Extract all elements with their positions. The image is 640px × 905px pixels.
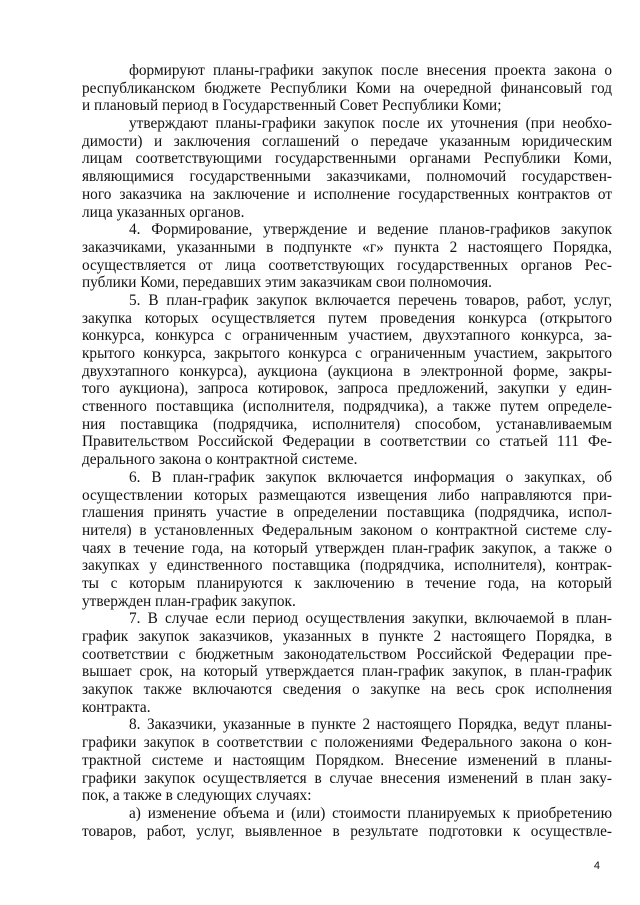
- text-line: вышает срок, на который утверждается план-график закупок, в план-график: [82, 663, 612, 681]
- text-line: утверждают планы-графики закупок после их уточнения (при необхо-: [129, 115, 612, 133]
- text-line: ственного поставщика (исполнителя, подрядчика), а также путем определе-: [82, 398, 612, 416]
- text-line: график закупок заказчиков, указанных в пункте 2 настоящего Порядка, в: [82, 628, 612, 645]
- text-line: заказчиками, указанными в подпункте «г» пункта 2 настоящего Порядка,: [82, 238, 612, 256]
- text-line: 8. Заказчики, указанные в пункте 2 настоящего Порядка, ведут планы-: [129, 716, 612, 734]
- text-line: товаров, работ, услуг, выявленное в результате подготовки к осуществле-: [82, 822, 612, 840]
- text-line: контракта.: [82, 698, 151, 716]
- text-line: 4. Формирование, утверждение и ведение планов-графиков закупок: [129, 221, 612, 239]
- text-line: 6. В план-график закупок включается информация о закупках, об: [129, 468, 612, 486]
- document-body: [82, 62, 612, 840]
- text-line: Правительством Российской Федерации в соответствии со статьей 111 Фе-: [82, 433, 612, 451]
- text-line: пок, а также в следующих случаях:: [82, 787, 312, 805]
- text-line: чаях в течение года, на который утвержден план-график закупок, а также о: [82, 539, 612, 557]
- text-line: графики закупок в соответствии с положениями Федерального закона о кон-: [82, 734, 612, 752]
- text-line: лица указанных органов.: [82, 203, 245, 221]
- text-line: формируют планы-графики закупок после внесения проекта закона о: [129, 62, 612, 79]
- text-line: публики Коми, передавших этим заказчикам свои полномочия.: [82, 274, 492, 292]
- text-line: ния поставщика (подрядчика, исполнителя) способом, устанавливаемым: [82, 415, 612, 433]
- text-line: закупках у единственного поставщика (подрядчика, исполнителя), контрак-: [82, 557, 612, 575]
- text-line: соответствии с бюджетным законодательством Российской Федерации пре-: [82, 645, 612, 663]
- text-line: являющимися государственными заказчиками, полномочий государствен-: [82, 168, 612, 186]
- text-line: 7. В случае если период осуществления закупки, включаемой в план-: [129, 610, 612, 628]
- text-line: конкурса, конкурса с ограниченным участием, двухэтапного конкурса, за-: [82, 327, 612, 345]
- text-line: глашения принять участие в определении поставщика (подрядчика, испол-: [82, 504, 612, 522]
- text-line: а) изменение объема и (или) стоимости планируемых к приобретению: [129, 804, 612, 822]
- text-line: закупок также включаются сведения о закупке на весь срок исполнения: [82, 681, 612, 699]
- text-line: димости) и заключения соглашений о передаче указанным юридическим: [82, 132, 612, 150]
- page-number: 4: [593, 860, 600, 872]
- text-line: осуществлении которых размещаются извещения либо направляются при-: [82, 486, 612, 504]
- text-line: дерального закона о контрактной системе.: [82, 451, 358, 469]
- text-line: 5. В план-график закупок включается перечень товаров, работ, услуг,: [129, 291, 612, 309]
- text-line: и плановый период в Государственный Совет Республики Коми;: [82, 97, 502, 115]
- text-line: нителя) в установленных Федеральным законом о контрактной системе слу-: [82, 521, 612, 539]
- text-line: осуществляется от лица соответствующих государственных органов Рес-: [82, 256, 612, 274]
- text-line: трактной системе и настоящим Порядком. Внесение изменений в планы-: [82, 751, 612, 769]
- text-line: лицам соответствующими государственными органами Республики Коми,: [82, 150, 612, 168]
- text-line: ного заказчика на заключение и исполнение государственных контрактов от: [82, 185, 612, 203]
- text-line: графики закупок осуществляется в случае внесения изменений в план заку-: [82, 769, 612, 787]
- text-line: республиканском бюджете Республики Коми на очередной финансовый год: [82, 79, 612, 97]
- text-line: утвержден план-график закупок.: [82, 592, 296, 610]
- text-line: ты с которым планируются к заключению в течение года, на который: [82, 574, 612, 592]
- text-line: крытого конкурса, закрытого конкурса с ограниченным участием, закрытого: [82, 345, 612, 362]
- text-line: двухэтапного конкурса), аукциона (аукциона в электронной форме, закры-: [82, 362, 612, 380]
- text-line: того аукциона), запроса котировок, запроса предложений, закупки у един-: [82, 380, 612, 398]
- text-line: закупка которых осуществляется путем проведения конкурса (открытого: [82, 309, 612, 327]
